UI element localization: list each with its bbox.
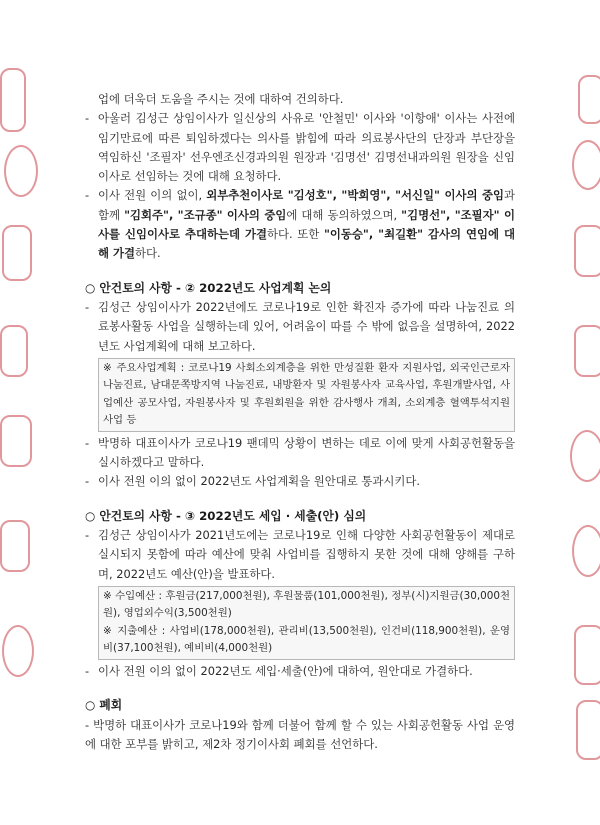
seal-stamp-right-4 [574, 325, 600, 377]
bullet-dash: - [85, 299, 90, 314]
section2-note-box: ※ 주요사업계획 : 코로나19 사회소외계층을 위한 만성질환 환자 지원사업, 외국인근로자 나눔진료, 남대문쪽방지역 나눔진료, 내방환자 및 자원봉사자 교육사업, 후원개발사업, 사업예산 공모사업, 자원봉사자 및 후원회원을 위한 감사행사 개최, 소외계층 혈액투석지원사업 등 [98, 358, 515, 432]
seal-stamp-left-2 [4, 145, 38, 197]
section4-heading: ○ 폐회 [85, 698, 123, 713]
vote-text-1: 이사 전원 이의 없이, [98, 188, 207, 203]
closing-paragraph: - 박명하 대표이사가 코로나19와 함께 더불어 함께 할 수 있는 사회공헌활동 사업 운영에 대한 포부를 밝히고, 제2차 정기이사회 폐회를 선언하다. [85, 717, 515, 751]
section2-paragraph-3 [85, 472, 515, 491]
document-body [85, 90, 515, 754]
section2-paragraph-2 [85, 434, 515, 473]
seal-stamp-right-6 [572, 525, 600, 577]
bullet-dash: - [85, 474, 90, 489]
income-budget-note: ※ 수입예산 : 후원금(217,000천원), 후원물품(101,000천원), 정부(시)지원금(30,000천원), 영업외수익(3,500천원) [103, 589, 510, 620]
expense-budget-note: ※ 지출예산 : 사업비(178,000천원), 관리비(13,500천원), 인건비(118,900천원), 운영비(37,100천원), 예비비(4,000천원) [103, 624, 510, 655]
seal-stamp-right-8 [576, 700, 600, 760]
bullet-dash: - [85, 663, 90, 678]
section2-text-2: 박명하 대표이사가 코로나19 팬데믹 상황이 변하는 데로 이에 맞게 사회공헌활동을 실시하겠다고 말하다. [98, 435, 515, 470]
section3-text-1: 김성근 상임이사가 2021년도에는 코로나19로 인해 다양한 사회공헌활동이 제대로 실시되지 못함에 따라 예산에 맞춰 사업비를 집행하지 못한 것에 대해 양해를 구하며, 2022년도 예산(안)을 발표하다. [98, 528, 515, 581]
seal-stamp-right-7 [574, 625, 600, 685]
section2-paragraph-1 [85, 298, 515, 356]
section3-paragraph-2 [85, 662, 515, 681]
seal-stamp-left-6 [0, 520, 30, 572]
vote-text-3: 에 대해 동의하였으며, [286, 207, 402, 222]
seal-stamp-right-5 [570, 430, 600, 482]
section2-text-3: 이사 전원 이의 없이 2022년도 사업계획을 원안대로 통과시키다. [98, 474, 421, 489]
section3-note-box [98, 586, 515, 660]
bullet-dash: - [85, 111, 90, 126]
seal-stamp-left-7 [2, 625, 34, 677]
section3-text-2: 이사 전원 이의 없이 2022년도 세입·세출(안)에 대하여, 원안대로 가결하다. [98, 663, 473, 678]
seal-stamp-left-5 [0, 415, 32, 467]
seal-stamp-left-4 [0, 325, 28, 377]
vote-bold-2: "김회주", "조규종" 이사의 중임 [124, 207, 287, 222]
bullet-dash: - [85, 528, 90, 543]
vote-bold-3: "김명선", "조필자" 이사를 신임이사로 추대하는데 가결 [98, 207, 516, 242]
resignation-text: 아울러 김성근 상임이사가 일신상의 사유로 '안철민' 이사와 '이항애' 이사는 사전에 임기만료에 따른 퇴임하겠다는 의사를 밝힘에 따라 의료봉사단의 단장과 부단장을 역임하신 '조필자' 선우엔조신경과의원 원장과 '김명선' 김명선내과의원 원장을 신임 이사로 선임하는 것에 대해 요청하다. [98, 111, 515, 184]
vote-text-2: 과 함께 [98, 188, 515, 222]
resignation-paragraph [85, 109, 515, 186]
vote-bold-1: 외부추천이사로 "김성호", "박희영", "서신일" 이사의 중임 [206, 188, 504, 203]
section3-paragraph-1 [85, 526, 515, 584]
section2-heading: ○ 안건토의 사항 - ② 2022년도 사업계획 논의 [85, 280, 332, 295]
section3-heading: ○ 안건토의 사항 - ③ 2022년도 세입 · 세출(안) 심의 [85, 508, 367, 523]
seal-stamp-right-2 [572, 140, 600, 190]
seal-stamp-right-3 [574, 225, 600, 277]
bullet-dash: - [85, 188, 90, 203]
vote-text-5: 하다. [134, 246, 161, 261]
section2-text-1: 김성근 상임이사가 2022년에도 코로나19로 인한 확진자 증가에 따라 나눔진료 의료봉사활동 사업을 실행하는데 있어, 어려움이 따를 수 밖에 없음을 설명하여, 2022년도 사업계획에 대해 보고하다. [98, 299, 515, 353]
seal-stamp-left-1 [0, 68, 26, 132]
intro-continuation: 업에 더욱더 도움을 주시는 것에 대하여 건의하다. [98, 92, 344, 106]
vote-text-4: 하다. 또한 [267, 227, 324, 242]
seal-stamp-left-3 [2, 225, 32, 281]
vote-bold-4: "이동승", "최길환" 감사의 연임에 대해 가결 [98, 227, 515, 261]
bullet-dash: - [85, 435, 90, 450]
seal-stamp-right-1 [578, 75, 600, 124]
vote-paragraph [85, 186, 515, 263]
